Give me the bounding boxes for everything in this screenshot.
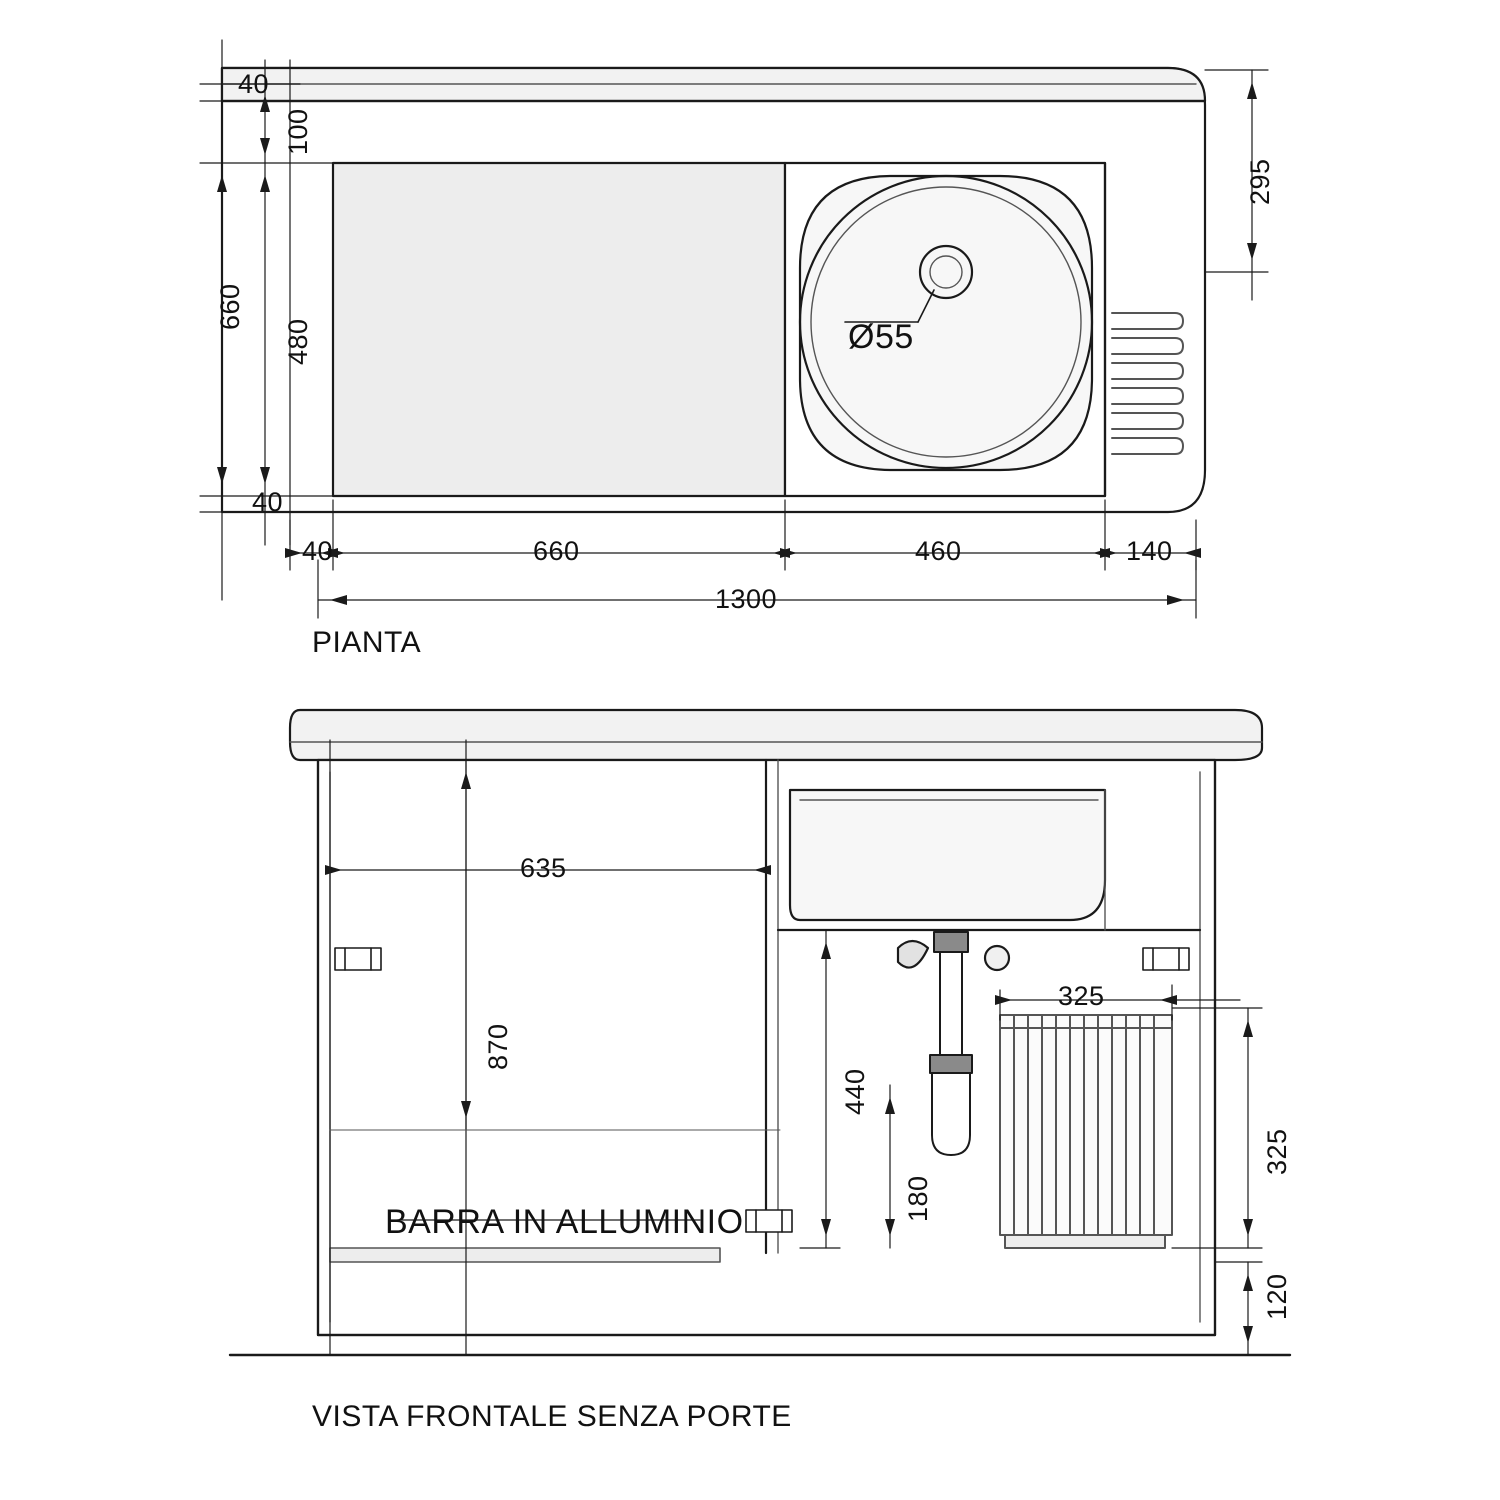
aluminium-bar-note: BARRA IN ALLUMINIO [385, 1203, 744, 1241]
front-dim-635: 635 [520, 853, 567, 883]
plan-caption: PIANTA [312, 626, 422, 659]
front-dim-120: 120 [1262, 1273, 1292, 1320]
plan-view [222, 68, 1205, 512]
front-caption: VISTA FRONTALE SENZA PORTE [312, 1400, 792, 1433]
plan-dim-660-bottom: 660 [533, 536, 580, 566]
front-dim-180: 180 [903, 1175, 933, 1222]
plan-dim-660: 660 [215, 283, 245, 330]
plan-dim-40: 40 [302, 536, 334, 566]
plan-dim-total-1300: 1300 [715, 584, 778, 614]
plan-dim-295: 295 [1245, 158, 1275, 205]
plan-dim-100: 100 [283, 108, 313, 155]
plan-dim-hole-diameter: Ø55 [848, 318, 914, 356]
plan-dim-480: 480 [283, 318, 313, 365]
front-view [230, 710, 1290, 1355]
front-dim-325-width: 325 [1058, 981, 1105, 1011]
front-dim-440: 440 [840, 1068, 870, 1115]
front-dim-870: 870 [483, 1023, 513, 1070]
plan-dim-bottom-40: 40 [252, 487, 284, 517]
plan-dim-140: 140 [1126, 536, 1173, 566]
plan-dim-460: 460 [915, 536, 962, 566]
front-dim-325-height: 325 [1262, 1128, 1292, 1175]
plan-dim-top-40: 40 [238, 69, 270, 99]
